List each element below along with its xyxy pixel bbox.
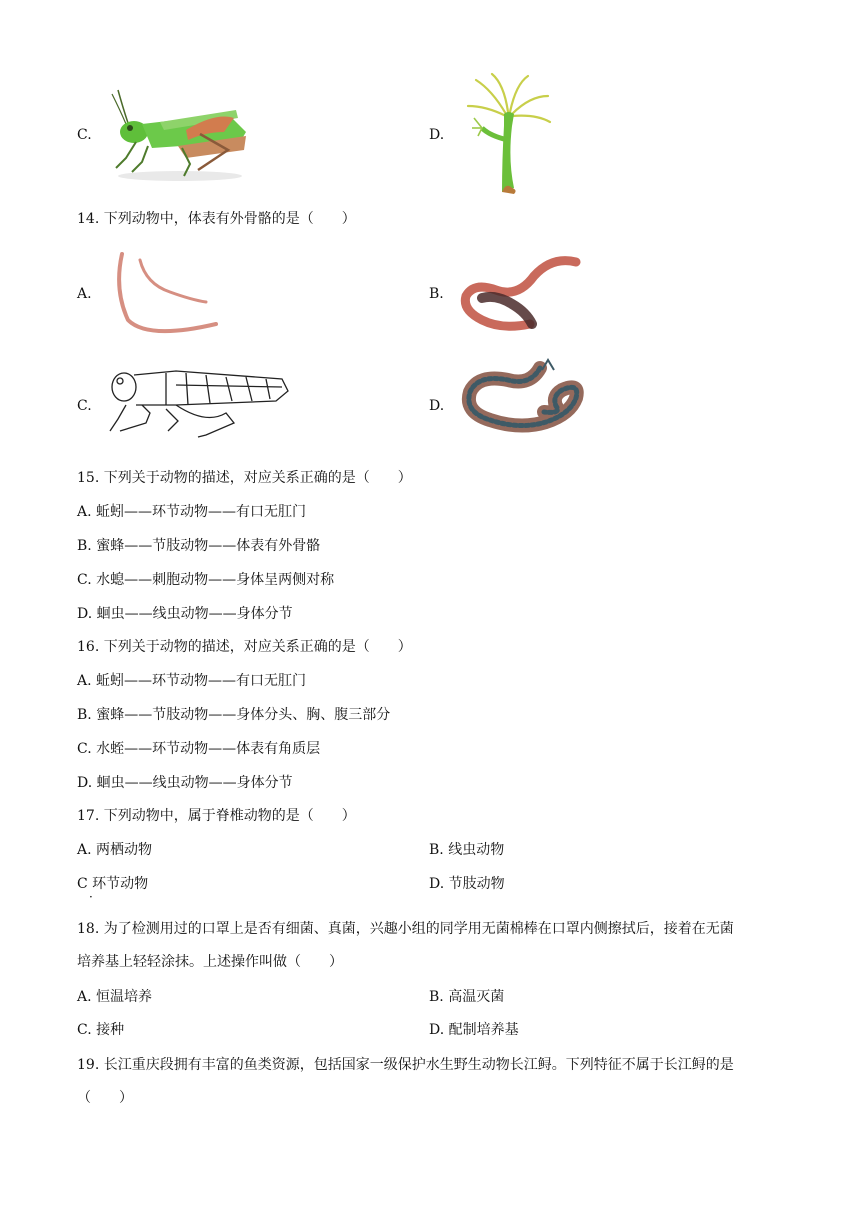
q18-option-d: D. 配制培养基 bbox=[429, 1022, 519, 1038]
q14-option-c-label: C. bbox=[77, 398, 92, 414]
q16-option-b: B. 蜜蜂——节肢动物——身体分头、胸、腹三部分 bbox=[77, 707, 391, 723]
q15-stem: 15. 下列关于动物的描述，对应关系正确的是（ ） bbox=[77, 470, 412, 486]
q17-option-d: D. 节肢动物 bbox=[429, 876, 505, 892]
q19-stem-line1: 19. 长江重庆段拥有丰富的鱼类资源，包括国家一级保护水生野生动物长江鲟。下列特征不属于长江鲟的是 bbox=[77, 1057, 734, 1073]
q16-stem: 16. 下列关于动物的描述，对应关系正确的是（ ） bbox=[77, 639, 412, 655]
q14-option-b-label: B. bbox=[429, 286, 444, 302]
q16-option-a: A. 蚯蚓——环节动物——有口无肛门 bbox=[77, 673, 307, 689]
q17-option-b: B. 线虫动物 bbox=[429, 842, 505, 858]
q15-option-d: D. 蛔虫——线虫动物——身体分节 bbox=[77, 606, 293, 622]
q17-option-c: C 环节动物 bbox=[77, 876, 149, 892]
roundworm-image bbox=[112, 250, 224, 342]
q18-option-a: A. 恒温培养 bbox=[77, 989, 153, 1005]
grasshopper-drawing-image bbox=[106, 365, 292, 441]
q14-option-a-label: A. bbox=[77, 286, 92, 302]
q15-option-c: C. 水螅——刺胞动物——身体呈两侧对称 bbox=[77, 572, 335, 588]
q14-option-d-label: D. bbox=[429, 398, 445, 414]
q15-option-a: A. 蚯蚓——环节动物——有口无肛门 bbox=[77, 504, 307, 520]
sandworm-image bbox=[458, 356, 590, 448]
q18-option-b: B. 高温灭菌 bbox=[429, 989, 505, 1005]
q17-stem: 17. 下列动物中，属于脊椎动物的是（ ） bbox=[77, 808, 356, 824]
q18-stem-line2: 培养基上轻轻涂抹。上述操作叫做（ ） bbox=[77, 954, 343, 970]
q16-option-c: C. 水蛭——环节动物——体表有角质层 bbox=[77, 741, 321, 757]
q13-option-c-label: C. bbox=[77, 127, 92, 143]
earthworm-image bbox=[456, 254, 586, 336]
grasshopper-color-image bbox=[108, 88, 250, 183]
q13-option-d-label: D. bbox=[429, 127, 445, 143]
q18-option-c: C. 接种 bbox=[77, 1022, 125, 1038]
q17-option-a: A. 两栖动物 bbox=[77, 842, 153, 858]
q15-option-b: B. 蜜蜂——节肢动物——体表有外骨骼 bbox=[77, 538, 321, 554]
q16-option-d: D. 蛔虫——线虫动物——身体分节 bbox=[77, 775, 293, 791]
q19-stem-line2: （ ） bbox=[77, 1090, 133, 1106]
q18-stem-line1: 18. 为了检测用过的口罩上是否有细菌、真菌，兴趣小组的同学用无菌棉棒在口罩内侧擦拭后，接着在无菌 bbox=[77, 921, 734, 937]
stray-dot: · bbox=[89, 890, 93, 904]
q14-stem: 14. 下列动物中，体表有外骨骼的是（ ） bbox=[77, 211, 356, 227]
hydra-image bbox=[462, 70, 554, 196]
